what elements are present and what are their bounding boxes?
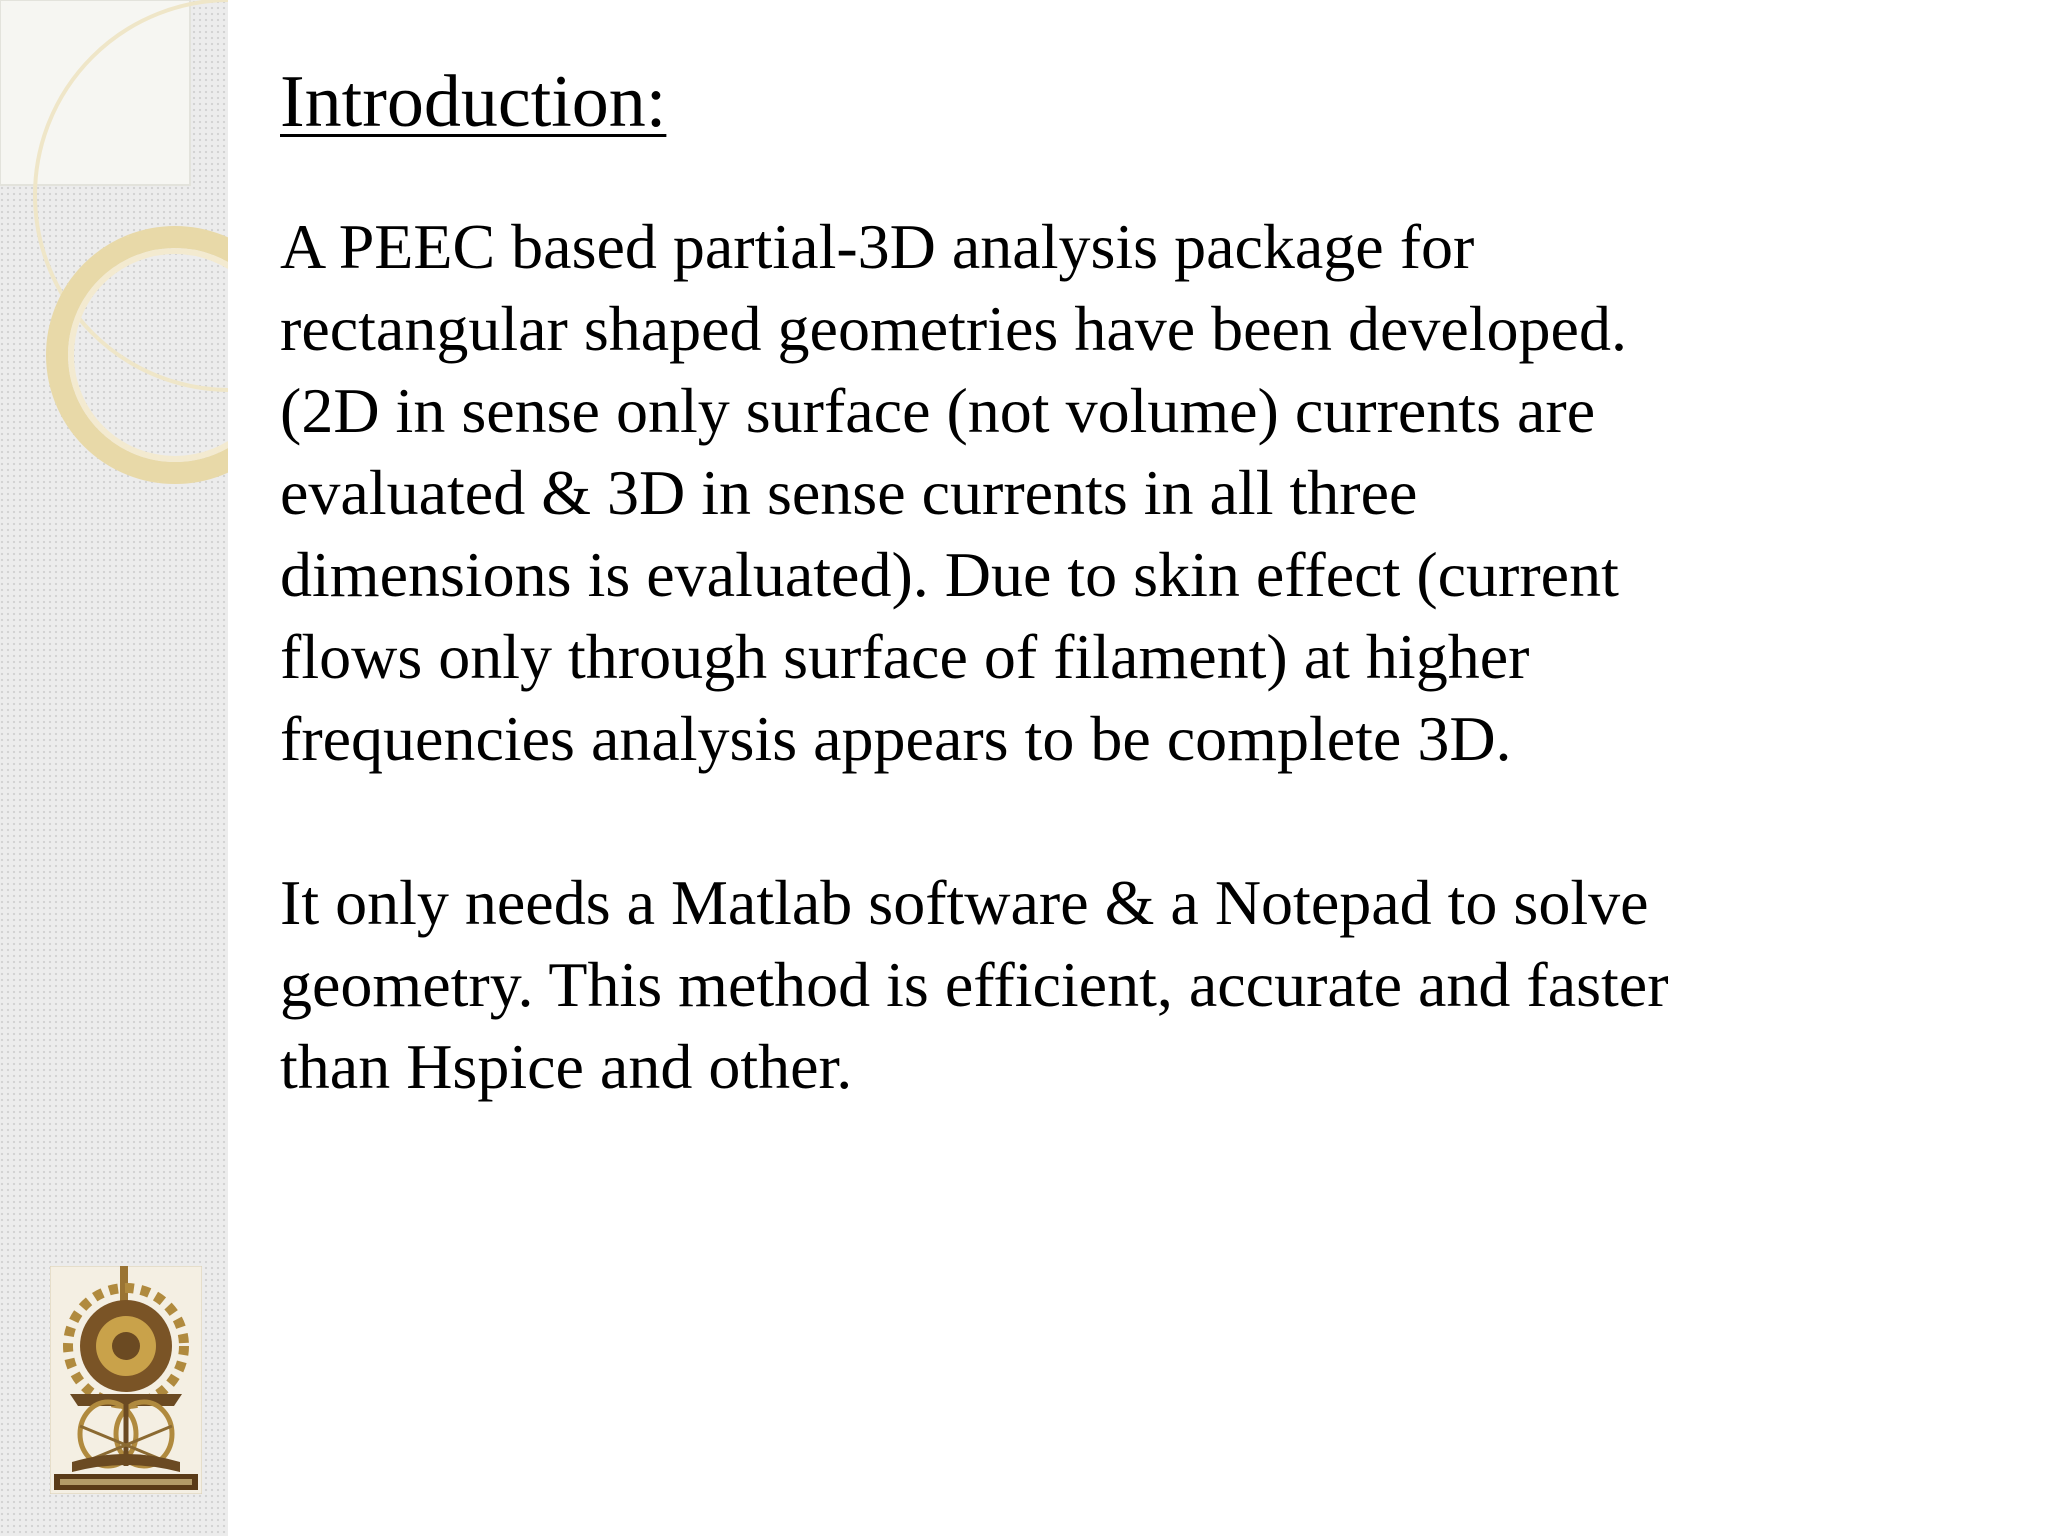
text-line: evaluated & 3D in sense currents in all three: [280, 457, 1418, 528]
text-line: It only needs a Matlab software & a Notepad to solve: [280, 867, 1649, 938]
text-line: frequencies analysis appears to be complete 3D.: [280, 703, 1512, 774]
text-line: flows only through surface of filament) at higher: [280, 621, 1530, 692]
text-line: dimensions is evaluated). Due to skin effect (current: [280, 539, 1619, 610]
text-line: A PEEC based partial-3D analysis package for: [280, 211, 1475, 282]
decorative-sidebar: [0, 0, 228, 1536]
institution-logo: [50, 1266, 202, 1494]
paragraph-peec-description: [280, 206, 1840, 780]
text-line: (2D in sense only surface (not volume) currents are: [280, 375, 1596, 446]
slide-content: [280, 60, 1840, 1108]
paragraph-requirements: [280, 862, 1840, 1108]
slide-title: Introduction:: [280, 61, 667, 143]
text-line: geometry. This method is efficient, accurate and faster: [280, 949, 1669, 1020]
text-line: rectangular shaped geometries have been developed.: [280, 293, 1627, 364]
text-line: than Hspice and other.: [280, 1031, 853, 1102]
